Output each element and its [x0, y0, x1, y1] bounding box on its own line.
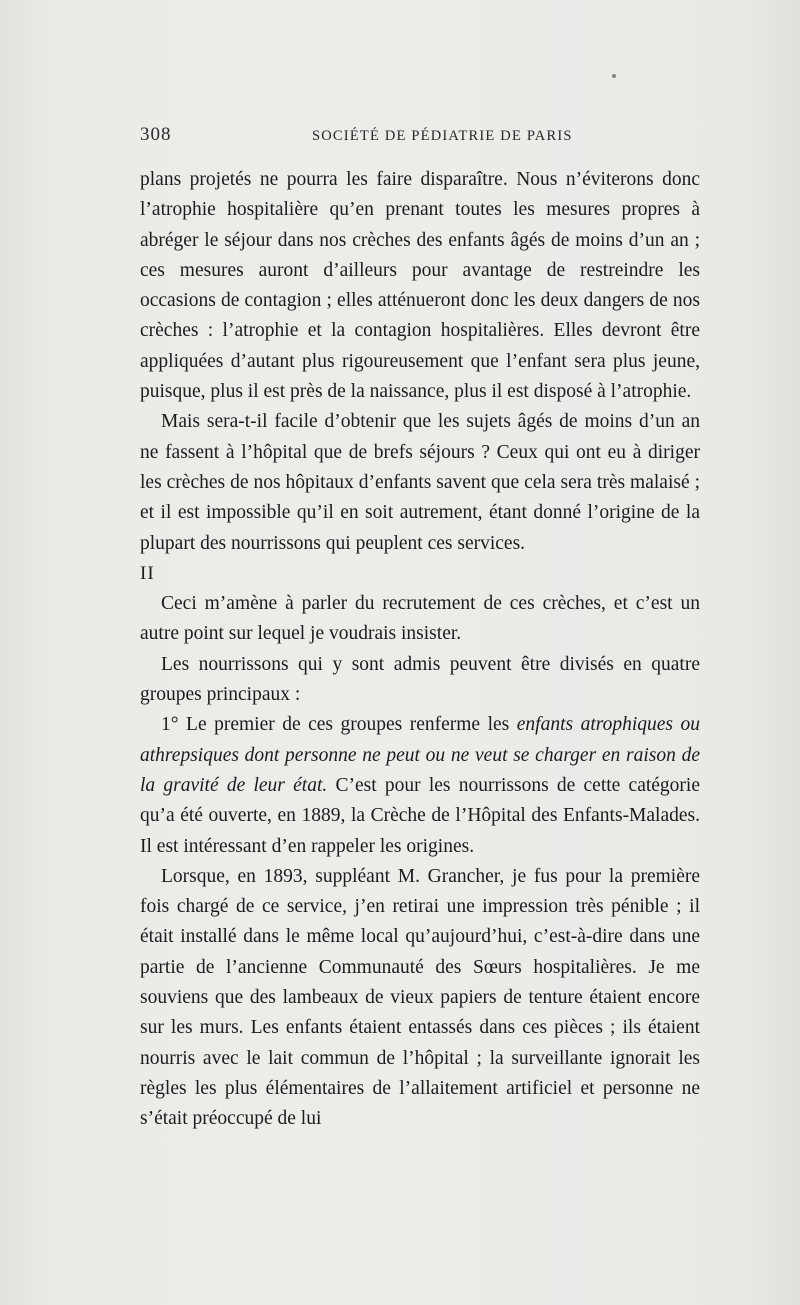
paragraph-5-tail: C’est pour les nourrissons de cette catégorie qu’a été ouverte, en 1889, la Crèche de l’Hôpital des Enfants-Malades. Il est intéressant d’en rappeler les origines.: [140, 774, 700, 857]
paragraph-1: plans projetés ne pourra les faire disparaître. Nous n’éviterons donc l’atrophie hospitalière qu’en prenant toutes les mesures propres à abréger le séjour dans nos crèches des enfants âgés de moins d’un an ; ces mesures auront d’ailleurs pour avantage de restreindre les occasions de contagion ; elles atténueront donc les deux dangers de nos crèches : l’atrophie et la contagion hospitalières. Elles devront être appliquées d’autant plus rigoureusement que l’enfant sera plus jeune, puisque, plus il est près de la naissance, plus il est disposé à l’atrophie.: [140, 169, 700, 403]
page-header: [140, 124, 700, 154]
paragraph-5: [140, 710, 700, 861]
paragraph-4: Les nourrissons qui y sont admis peuvent être divisés en quatre groupes principaux :: [140, 653, 700, 706]
section-heading: II: [140, 562, 155, 584]
paragraph-2: Mais sera-t-il facile d’obtenir que les sujets âgés de moins d’un an ne fassent à l’hôpital que de brefs séjours ? Ceux qui ont eu à diriger les crèches de nos hôpitaux d’enfants savent que cela sera très malaisé ; et il est impossible qu’il en soit autrement, étant donné l’origine de la plupart des nourrissons qui peuplent ces services.: [140, 411, 700, 554]
paragraph-3: Ceci m’amène à parler du recrutement de ces crèches, et c’est un autre point sur lequel je voudrais insister.: [140, 593, 700, 645]
paragraph-5-italic: enfants atrophiques ou athrepsiques dont personne ne peut ou ne veut se charger en raison de la gravité de leur état.: [140, 714, 701, 796]
paragraph-6: Lorsque, en 1893, suppléant M. Grancher, je fus pour la première fois chargé de ce service, j’en retirai une impression très pénible ; il était installé dans le même local qu’aujourd’hui, c’est-à-dire dans une partie de l’ancienne Communauté des Sœurs hospitalières. Je me souviens que des lambeaux de vieux papiers de tenture étaient encore sur les murs. Les enfants étaient entassés dans ces pièces ; ils étaient nourris avec le lait commun de l’hôpital ; la surveillante ignorait les règles les plus élémentaires de l’allaitement artificiel et personne ne s’était préoccupé de lui: [140, 865, 700, 1130]
paragraph-5-lead: 1° Le premier de ces groupes renferme les: [161, 714, 510, 736]
ink-speck: [612, 74, 616, 78]
running-title: SOCIÉTÉ DE PÉDIATRIE DE PARIS: [312, 128, 573, 144]
page-number: 308: [140, 124, 172, 145]
body-text: [140, 165, 700, 1135]
